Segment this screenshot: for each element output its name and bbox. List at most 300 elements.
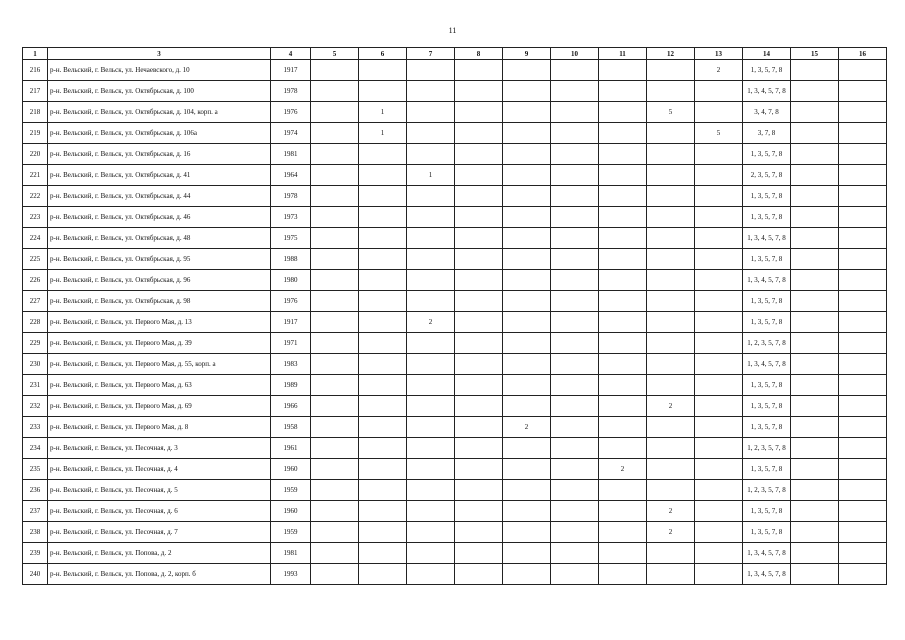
year-cell: 1978: [271, 81, 311, 102]
column-12-cell: [647, 81, 695, 102]
column-12-cell: [647, 354, 695, 375]
column-11-cell: [599, 228, 647, 249]
column-6-cell: [359, 501, 407, 522]
column-11-cell: [599, 417, 647, 438]
column-9-cell: [503, 249, 551, 270]
year-cell: 1964: [271, 165, 311, 186]
column-14-cell: 1, 3, 5, 7, 8: [743, 312, 791, 333]
column-5-cell: [311, 396, 359, 417]
column-13-cell: [695, 144, 743, 165]
year-cell: 1989: [271, 375, 311, 396]
column-15-cell: [791, 354, 839, 375]
column-5-cell: [311, 144, 359, 165]
column-13-cell: [695, 375, 743, 396]
column-8-cell: [455, 60, 503, 81]
column-15-cell: [791, 543, 839, 564]
column-5-cell: [311, 102, 359, 123]
column-6-cell: [359, 144, 407, 165]
address-cell: р-н. Вельский, г. Вельск, ул. Октябрьская, д. 44: [48, 186, 271, 207]
column-15-cell: [791, 312, 839, 333]
year-cell: 1917: [271, 312, 311, 333]
table-row: [23, 102, 887, 123]
column-9-cell: [503, 291, 551, 312]
column-5-cell: [311, 60, 359, 81]
column-10-cell: [551, 501, 599, 522]
column-5-cell: [311, 123, 359, 144]
column-11-cell: [599, 81, 647, 102]
column-12-cell: [647, 123, 695, 144]
column-16-cell: [839, 396, 887, 417]
row-number-cell: 234: [23, 438, 48, 459]
table-row: [23, 396, 887, 417]
column-8-cell: [455, 186, 503, 207]
column-13-cell: [695, 312, 743, 333]
column-header: 1: [23, 48, 48, 60]
row-number-cell: 221: [23, 165, 48, 186]
column-10-cell: [551, 438, 599, 459]
column-7-cell: [407, 249, 455, 270]
column-8-cell: [455, 228, 503, 249]
column-7-cell: [407, 417, 455, 438]
column-header: 10: [551, 48, 599, 60]
address-cell: р-н. Вельский, г. Вельск, ул. Песочная, д. 5: [48, 480, 271, 501]
column-5-cell: [311, 228, 359, 249]
table-row: [23, 354, 887, 375]
year-cell: 1973: [271, 207, 311, 228]
column-14-cell: 3, 7, 8: [743, 123, 791, 144]
column-5-cell: [311, 165, 359, 186]
address-cell: р-н. Вельский, г. Вельск, ул. Первого Мая, д. 69: [48, 396, 271, 417]
column-14-cell: 1, 2, 3, 5, 7, 8: [743, 438, 791, 459]
table-row: [23, 123, 887, 144]
table-row: [23, 501, 887, 522]
year-cell: 1981: [271, 543, 311, 564]
column-16-cell: [839, 333, 887, 354]
column-15-cell: [791, 186, 839, 207]
column-9-cell: [503, 438, 551, 459]
column-8-cell: [455, 459, 503, 480]
table-row: [23, 312, 887, 333]
column-11-cell: [599, 186, 647, 207]
column-6-cell: [359, 522, 407, 543]
column-16-cell: [839, 186, 887, 207]
column-5-cell: [311, 333, 359, 354]
buildings-table: [22, 47, 887, 585]
column-10-cell: [551, 165, 599, 186]
row-number-cell: 232: [23, 396, 48, 417]
column-6-cell: [359, 543, 407, 564]
column-14-cell: 1, 3, 4, 5, 7, 8: [743, 543, 791, 564]
column-11-cell: [599, 375, 647, 396]
column-16-cell: [839, 102, 887, 123]
column-7-cell: [407, 186, 455, 207]
column-8-cell: [455, 291, 503, 312]
column-15-cell: [791, 501, 839, 522]
table-header-row: [23, 48, 887, 60]
column-9-cell: [503, 207, 551, 228]
year-cell: 1971: [271, 333, 311, 354]
column-10-cell: [551, 354, 599, 375]
column-14-cell: 1, 3, 4, 5, 7, 8: [743, 564, 791, 585]
column-8-cell: [455, 81, 503, 102]
row-number-cell: 239: [23, 543, 48, 564]
column-8-cell: [455, 438, 503, 459]
column-16-cell: [839, 564, 887, 585]
column-5-cell: [311, 249, 359, 270]
column-12-cell: [647, 60, 695, 81]
column-9-cell: [503, 81, 551, 102]
column-9-cell: [503, 459, 551, 480]
column-13-cell: [695, 270, 743, 291]
column-16-cell: [839, 438, 887, 459]
column-10-cell: [551, 564, 599, 585]
column-15-cell: [791, 459, 839, 480]
year-cell: 1980: [271, 270, 311, 291]
address-cell: р-н. Вельский, г. Вельск, ул. Октябрьская, д. 100: [48, 81, 271, 102]
row-number-cell: 223: [23, 207, 48, 228]
page-number: 11: [448, 26, 457, 35]
address-cell: р-н. Вельский, г. Вельск, ул. Песочная, д. 3: [48, 438, 271, 459]
column-13-cell: [695, 564, 743, 585]
column-7-cell: [407, 480, 455, 501]
column-6-cell: [359, 165, 407, 186]
column-14-cell: 1, 3, 5, 7, 8: [743, 375, 791, 396]
column-15-cell: [791, 375, 839, 396]
table-body: [23, 60, 887, 585]
column-10-cell: [551, 375, 599, 396]
column-14-cell: 1, 3, 4, 5, 7, 8: [743, 354, 791, 375]
column-7-cell: 2: [407, 312, 455, 333]
column-15-cell: [791, 207, 839, 228]
column-9-cell: [503, 102, 551, 123]
column-9-cell: [503, 228, 551, 249]
column-9-cell: [503, 375, 551, 396]
column-15-cell: [791, 270, 839, 291]
column-16-cell: [839, 291, 887, 312]
column-header: 6: [359, 48, 407, 60]
year-cell: 1978: [271, 186, 311, 207]
column-8-cell: [455, 312, 503, 333]
column-12-cell: [647, 564, 695, 585]
address-cell: р-н. Вельский, г. Вельск, ул. Первого Мая, д. 63: [48, 375, 271, 396]
column-10-cell: [551, 396, 599, 417]
column-6-cell: [359, 417, 407, 438]
address-cell: р-н. Вельский, г. Вельск, ул. Октябрьская, д. 98: [48, 291, 271, 312]
table-row: [23, 249, 887, 270]
column-9-cell: [503, 270, 551, 291]
column-16-cell: [839, 81, 887, 102]
column-header: 4: [271, 48, 311, 60]
column-9-cell: [503, 564, 551, 585]
column-11-cell: [599, 312, 647, 333]
year-cell: 1960: [271, 459, 311, 480]
column-15-cell: [791, 102, 839, 123]
column-11-cell: [599, 102, 647, 123]
column-15-cell: [791, 564, 839, 585]
column-5-cell: [311, 291, 359, 312]
row-number-cell: 218: [23, 102, 48, 123]
column-5-cell: [311, 438, 359, 459]
column-16-cell: [839, 144, 887, 165]
column-7-cell: [407, 123, 455, 144]
column-13-cell: [695, 354, 743, 375]
column-header: 13: [695, 48, 743, 60]
column-12-cell: [647, 459, 695, 480]
column-7-cell: [407, 375, 455, 396]
column-15-cell: [791, 228, 839, 249]
column-header: 8: [455, 48, 503, 60]
column-9-cell: [503, 522, 551, 543]
column-8-cell: [455, 354, 503, 375]
table-row: [23, 291, 887, 312]
column-6-cell: [359, 207, 407, 228]
table-row: [23, 60, 887, 81]
column-16-cell: [839, 270, 887, 291]
row-number-cell: 237: [23, 501, 48, 522]
column-11-cell: [599, 396, 647, 417]
column-header: 14: [743, 48, 791, 60]
column-11-cell: 2: [599, 459, 647, 480]
column-15-cell: [791, 81, 839, 102]
column-8-cell: [455, 501, 503, 522]
row-number-cell: 224: [23, 228, 48, 249]
column-16-cell: [839, 501, 887, 522]
column-10-cell: [551, 291, 599, 312]
address-cell: р-н. Вельский, г. Вельск, ул. Октябрьская, д. 41: [48, 165, 271, 186]
column-header: 5: [311, 48, 359, 60]
column-14-cell: 1, 3, 5, 7, 8: [743, 417, 791, 438]
column-13-cell: [695, 186, 743, 207]
column-7-cell: [407, 291, 455, 312]
row-number-cell: 229: [23, 333, 48, 354]
column-10-cell: [551, 207, 599, 228]
address-cell: р-н. Вельский, г. Вельск, ул. Попова, д. 2, корп. б: [48, 564, 271, 585]
column-6-cell: [359, 291, 407, 312]
column-13-cell: [695, 417, 743, 438]
column-16-cell: [839, 165, 887, 186]
column-header: 3: [48, 48, 271, 60]
column-14-cell: 1, 3, 5, 7, 8: [743, 249, 791, 270]
column-8-cell: [455, 375, 503, 396]
column-11-cell: [599, 333, 647, 354]
column-14-cell: 1, 3, 5, 7, 8: [743, 459, 791, 480]
year-cell: 1961: [271, 438, 311, 459]
address-cell: р-н. Вельский, г. Вельск, ул. Октябрьская, д. 16: [48, 144, 271, 165]
row-number-cell: 226: [23, 270, 48, 291]
year-cell: 1960: [271, 501, 311, 522]
address-cell: р-н. Вельский, г. Вельск, ул. Нечаевского, д. 10: [48, 60, 271, 81]
table-row: [23, 207, 887, 228]
table-row: [23, 564, 887, 585]
address-cell: р-н. Вельский, г. Вельск, ул. Первого Мая, д. 13: [48, 312, 271, 333]
column-6-cell: [359, 60, 407, 81]
column-5-cell: [311, 375, 359, 396]
column-12-cell: [647, 480, 695, 501]
column-16-cell: [839, 228, 887, 249]
column-13-cell: [695, 396, 743, 417]
column-12-cell: [647, 165, 695, 186]
column-5-cell: [311, 312, 359, 333]
column-8-cell: [455, 333, 503, 354]
column-10-cell: [551, 312, 599, 333]
column-14-cell: 1, 3, 5, 7, 8: [743, 144, 791, 165]
column-10-cell: [551, 543, 599, 564]
column-16-cell: [839, 207, 887, 228]
column-header: 15: [791, 48, 839, 60]
column-5-cell: [311, 459, 359, 480]
column-13-cell: [695, 459, 743, 480]
column-12-cell: [647, 438, 695, 459]
column-8-cell: [455, 564, 503, 585]
column-header: 9: [503, 48, 551, 60]
row-number-cell: 222: [23, 186, 48, 207]
column-10-cell: [551, 333, 599, 354]
column-9-cell: [503, 480, 551, 501]
column-12-cell: 5: [647, 102, 695, 123]
table-row: [23, 459, 887, 480]
column-7-cell: [407, 354, 455, 375]
column-13-cell: [695, 81, 743, 102]
column-5-cell: [311, 501, 359, 522]
column-15-cell: [791, 60, 839, 81]
column-10-cell: [551, 480, 599, 501]
column-9-cell: [503, 354, 551, 375]
column-14-cell: 1, 3, 5, 7, 8: [743, 396, 791, 417]
column-8-cell: [455, 165, 503, 186]
column-6-cell: 1: [359, 102, 407, 123]
row-number-cell: 228: [23, 312, 48, 333]
year-cell: 1966: [271, 396, 311, 417]
column-8-cell: [455, 522, 503, 543]
column-6-cell: 1: [359, 123, 407, 144]
column-6-cell: [359, 249, 407, 270]
column-13-cell: [695, 438, 743, 459]
column-13-cell: [695, 522, 743, 543]
address-cell: р-н. Вельский, г. Вельск, ул. Октябрьская, д. 95: [48, 249, 271, 270]
column-6-cell: [359, 480, 407, 501]
column-6-cell: [359, 396, 407, 417]
column-12-cell: [647, 291, 695, 312]
address-cell: р-н. Вельский, г. Вельск, ул. Песочная, д. 6: [48, 501, 271, 522]
year-cell: 1959: [271, 480, 311, 501]
column-12-cell: 2: [647, 522, 695, 543]
column-10-cell: [551, 417, 599, 438]
column-15-cell: [791, 480, 839, 501]
column-14-cell: 1, 3, 5, 7, 8: [743, 186, 791, 207]
year-cell: 1959: [271, 522, 311, 543]
address-cell: р-н. Вельский, г. Вельск, ул. Первого Мая, д. 8: [48, 417, 271, 438]
column-7-cell: [407, 438, 455, 459]
column-header: 7: [407, 48, 455, 60]
column-11-cell: [599, 564, 647, 585]
column-8-cell: [455, 207, 503, 228]
column-11-cell: [599, 165, 647, 186]
column-9-cell: [503, 60, 551, 81]
row-number-cell: 219: [23, 123, 48, 144]
column-12-cell: [647, 543, 695, 564]
column-5-cell: [311, 564, 359, 585]
column-15-cell: [791, 165, 839, 186]
column-10-cell: [551, 228, 599, 249]
column-5-cell: [311, 354, 359, 375]
column-10-cell: [551, 60, 599, 81]
column-13-cell: [695, 291, 743, 312]
row-number-cell: 240: [23, 564, 48, 585]
address-cell: р-н. Вельский, г. Вельск, ул. Октябрьская, д. 106а: [48, 123, 271, 144]
column-13-cell: [695, 165, 743, 186]
column-11-cell: [599, 480, 647, 501]
column-8-cell: [455, 144, 503, 165]
column-11-cell: [599, 270, 647, 291]
column-6-cell: [359, 375, 407, 396]
address-cell: р-н. Вельский, г. Вельск, ул. Октябрьская, д. 96: [48, 270, 271, 291]
row-number-cell: 235: [23, 459, 48, 480]
column-16-cell: [839, 312, 887, 333]
column-14-cell: 1, 3, 4, 5, 7, 8: [743, 270, 791, 291]
row-number-cell: 238: [23, 522, 48, 543]
column-12-cell: [647, 249, 695, 270]
column-6-cell: [359, 459, 407, 480]
row-number-cell: 220: [23, 144, 48, 165]
column-header: 16: [839, 48, 887, 60]
column-15-cell: [791, 396, 839, 417]
column-9-cell: [503, 165, 551, 186]
column-14-cell: 3, 4, 7, 8: [743, 102, 791, 123]
column-15-cell: [791, 144, 839, 165]
column-5-cell: [311, 480, 359, 501]
table-row: [23, 438, 887, 459]
column-5-cell: [311, 207, 359, 228]
column-7-cell: [407, 396, 455, 417]
address-cell: р-н. Вельский, г. Вельск, ул. Первого Мая, д. 55, корп. а: [48, 354, 271, 375]
column-14-cell: 2, 3, 5, 7, 8: [743, 165, 791, 186]
column-13-cell: [695, 207, 743, 228]
column-13-cell: [695, 102, 743, 123]
row-number-cell: 227: [23, 291, 48, 312]
table-row: [23, 81, 887, 102]
column-15-cell: [791, 123, 839, 144]
year-cell: 1983: [271, 354, 311, 375]
column-13-cell: [695, 543, 743, 564]
column-8-cell: [455, 396, 503, 417]
column-7-cell: [407, 459, 455, 480]
column-8-cell: [455, 102, 503, 123]
column-15-cell: [791, 417, 839, 438]
row-number-cell: 217: [23, 81, 48, 102]
column-11-cell: [599, 438, 647, 459]
table-row: [23, 144, 887, 165]
column-8-cell: [455, 249, 503, 270]
column-6-cell: [359, 312, 407, 333]
column-7-cell: [407, 144, 455, 165]
row-number-cell: 236: [23, 480, 48, 501]
table-row: [23, 270, 887, 291]
column-14-cell: 1, 3, 5, 7, 8: [743, 522, 791, 543]
column-5-cell: [311, 522, 359, 543]
column-16-cell: [839, 354, 887, 375]
address-cell: р-н. Вельский, г. Вельск, ул. Песочная, д. 7: [48, 522, 271, 543]
column-10-cell: [551, 522, 599, 543]
column-11-cell: [599, 522, 647, 543]
column-14-cell: 1, 2, 3, 5, 7, 8: [743, 333, 791, 354]
column-5-cell: [311, 417, 359, 438]
column-7-cell: [407, 501, 455, 522]
year-cell: 1988: [271, 249, 311, 270]
column-14-cell: 1, 3, 5, 7, 8: [743, 207, 791, 228]
row-number-cell: 216: [23, 60, 48, 81]
column-9-cell: [503, 186, 551, 207]
column-9-cell: [503, 396, 551, 417]
